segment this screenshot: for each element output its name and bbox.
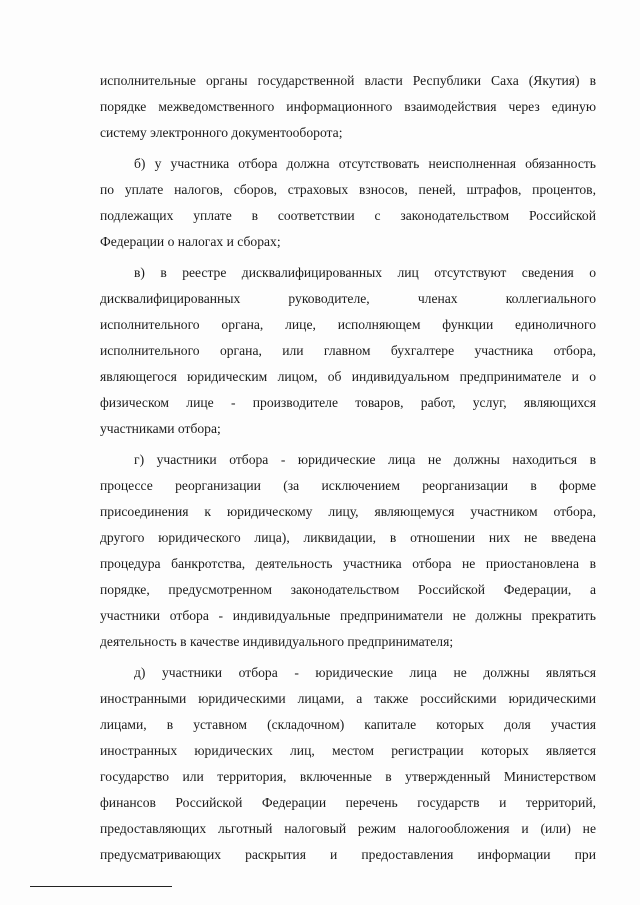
text-line: физическом лице - производителе товаров, работ, услуг, являющихся (100, 395, 596, 410)
text-line: деятельность в качестве индивидуального предпринимателя; (100, 634, 454, 649)
text-line: процессе реорганизации (за исключением реорганизации в форме (100, 478, 596, 493)
paragraph-first-line: б) у участника отбора должна отсутствовать неисполненная обязанность (134, 156, 596, 171)
text-line: дисквалифицированных руководителе, членах коллегиального (100, 291, 596, 306)
footnote-separator-line (30, 886, 172, 887)
paragraph-first-line: г) участники отбора - юридические лица не должны находиться в (134, 452, 596, 467)
text-line: являющегося юридическим лицом, об индивидуальном предпринимателе и о (100, 369, 596, 384)
text-line: исполнительные органы государственной власти Республики Саха (Якутия) в (100, 73, 596, 88)
text-line: финансов Российской Федерации перечень государств и территорий, (100, 795, 596, 810)
text-line: Федерации о налогах и сборах; (100, 234, 281, 249)
text-line: иностранных юридических лиц, местом регистрации которых является (100, 743, 596, 758)
text-line: участники отбора - индивидуальные предприниматели не должны прекратить (100, 608, 596, 623)
text-line: другого юридического лица), ликвидации, в отношении них не введена (100, 530, 596, 545)
text-line: порядке межведомственного информационного взаимодействия через единую (100, 99, 596, 114)
paragraph-first-line: д) участники отбора - юридические лица не должны являться (134, 665, 596, 680)
text-line: присоединения к юридическому лицу, являющемуся участником отбора, (100, 504, 596, 519)
text-line: государство или территория, включенные в утвержденный Министерством (100, 769, 596, 784)
text-line: подлежащих уплате в соответствии с законодательством Российской (100, 208, 596, 223)
text-line: исполнительного органа, лице, исполняющем функции единоличного (100, 317, 596, 332)
paragraph-first-line: в) в реестре дисквалифицированных лиц отсутствуют сведения о (134, 265, 596, 280)
text-line: систему электронного документооборота; (100, 125, 343, 140)
text-line: исполнительного органа, или главном бухгалтере участника отбора, (100, 343, 596, 358)
document-body (100, 68, 596, 868)
text-line: порядке, предусмотренном законодательством Российской Федерации, а (100, 582, 596, 597)
text-line: предусматривающих раскрытия и предоставления информации при (100, 847, 596, 862)
text-line: по уплате налогов, сборов, страховых взносов, пеней, штрафов, процентов, (100, 182, 596, 197)
text-line: лицами, в уставном (складочном) капитале которых доля участия (100, 717, 596, 732)
text-line: процедура банкротства, деятельность участника отбора не приостановлена в (100, 556, 596, 571)
text-line: участниками отбора; (100, 421, 221, 436)
text-line: предоставляющих льготный налоговый режим налогообложения и (или) не (100, 821, 596, 836)
text-line: иностранными юридическими лицами, а также российскими юридическими (100, 691, 596, 706)
